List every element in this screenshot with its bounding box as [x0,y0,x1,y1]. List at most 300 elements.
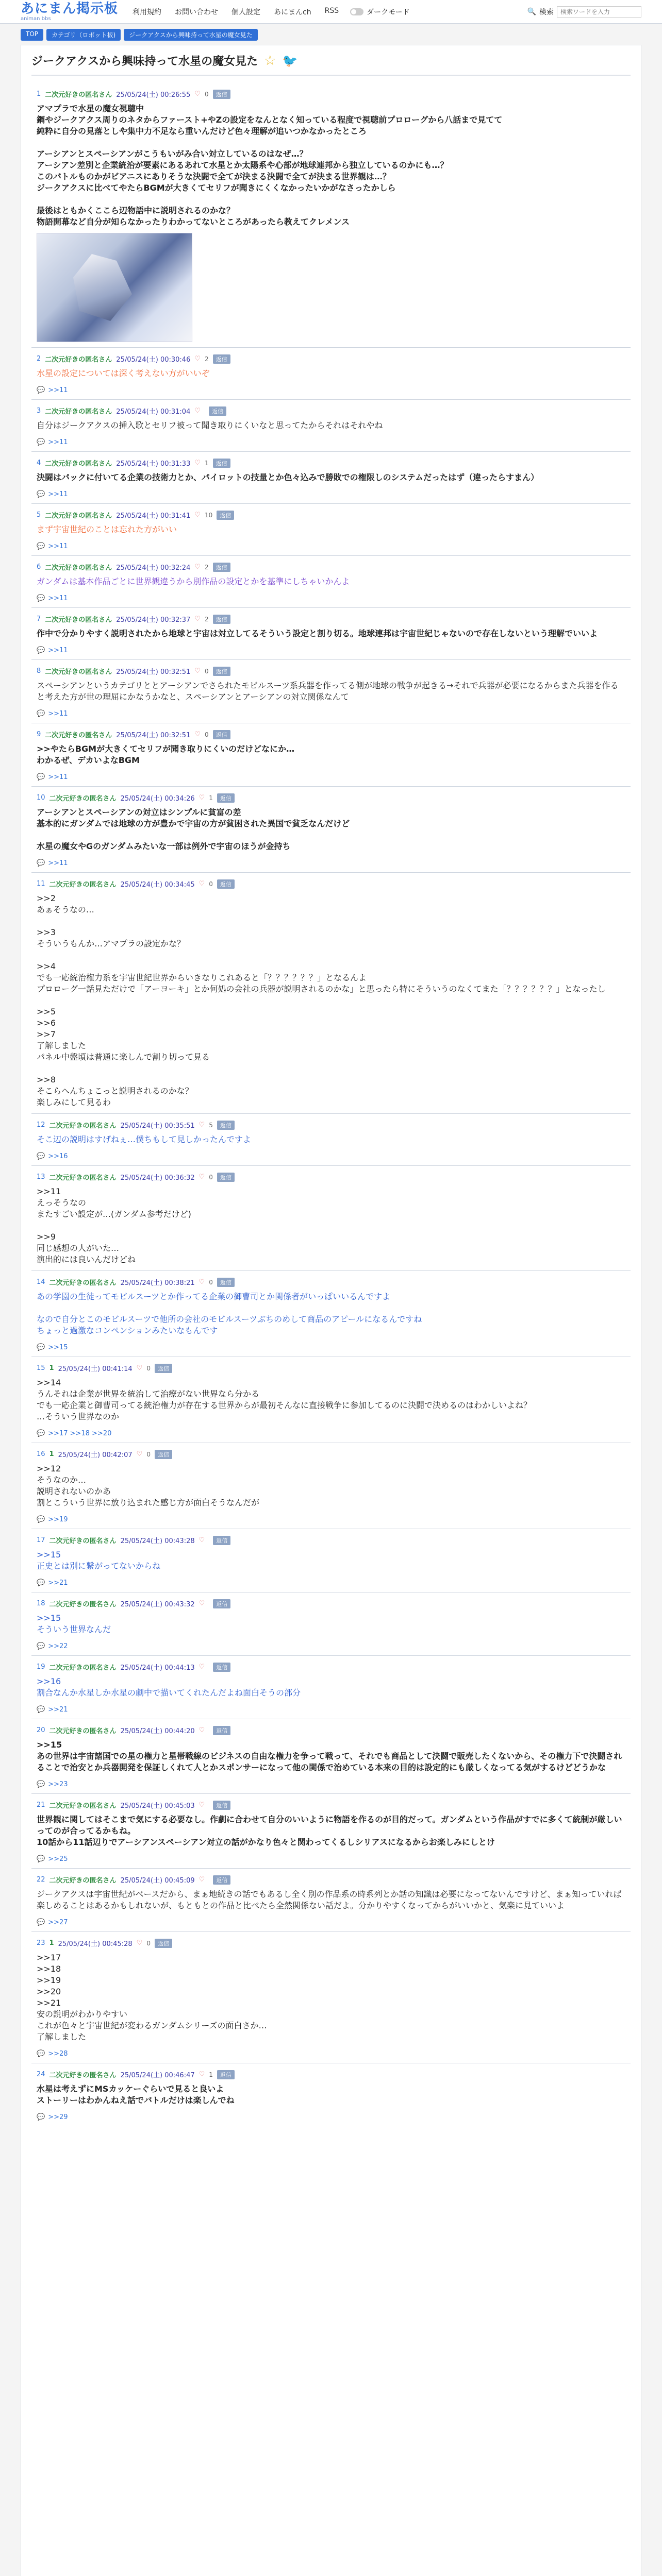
reply-links[interactable]: >>11 [48,438,68,446]
post-number[interactable]: 21 [37,1801,45,1809]
heart-icon[interactable]: ♡ [194,667,201,675]
post [31,1719,631,1793]
post-number[interactable]: 14 [37,1278,45,1286]
logo-subtext: animan bbs [21,16,51,22]
reply-links[interactable]: >>21 [48,1579,68,1587]
post-meta [37,2070,625,2079]
post-author: 二次元好きの匿名さん [45,460,112,468]
post-number[interactable]: 10 [37,794,45,802]
reply-button[interactable]: 返信 [213,667,230,676]
heart-icon[interactable]: ♡ [194,407,201,415]
post-date: 25/05/24(土) 00:43:28 [120,1537,195,1545]
post-author: 二次元好きの匿名さん [45,668,112,676]
post-number[interactable]: 13 [37,1173,45,1181]
reply-button[interactable]: 返信 [217,2070,235,2079]
reply-bubble-icon: 💬 [37,490,45,498]
post-meta [37,1662,625,1672]
post-replies [37,647,625,654]
heart-count: 0 [209,1173,213,1181]
post-number[interactable]: 20 [37,1726,45,1734]
reply-bubble-icon: 💬 [37,647,45,654]
heart-count: 0 [205,667,209,675]
post-date: 25/05/24(土) 00:32:37 [116,616,191,624]
post-number[interactable]: 12 [37,1121,45,1129]
reply-button[interactable]: 返信 [213,615,230,624]
post-number[interactable]: 22 [37,1876,45,1884]
post-replies [37,595,625,602]
heart-count: 0 [209,880,213,888]
thread-container [21,45,641,2576]
reply-bubble-icon: 💬 [37,1706,45,1714]
post-author: 二次元好きの匿名さん [49,1664,117,1672]
post [31,659,631,723]
reply-links[interactable]: >>19 [48,1516,68,1523]
post-body: そこ辺の説明はすげねぇ…僕ちもして見しかったんですよ [37,1134,252,1144]
post-replies [37,859,625,867]
reply-links[interactable]: >>27 [48,1919,68,1926]
reply-bubble-icon: 💬 [37,859,45,867]
post [31,1357,631,1443]
heart-count: 0 [146,1450,151,1458]
reply-links[interactable]: >>15 [48,1344,68,1351]
post-replies [37,1642,625,1650]
post-number[interactable]: 3 [37,407,41,415]
header-nav [133,7,339,17]
post-date: 25/05/24(土) 00:31:04 [116,408,191,416]
reply-button[interactable]: 返信 [213,1536,230,1545]
post [31,1592,631,1655]
heart-count: 1 [205,459,209,467]
post-meta [37,793,625,803]
reply-bubble-icon: 💬 [37,1642,45,1650]
post-meta [37,666,625,676]
post-author: 二次元好きの匿名さん [45,564,112,572]
reply-bubble-icon: 💬 [37,1516,45,1523]
heart-count: 2 [205,563,209,571]
post-number[interactable]: 23 [37,1939,45,1947]
post [31,503,631,555]
post [31,1868,631,1931]
post-replies [37,1153,625,1160]
post-replies [37,1430,625,1437]
reply-button[interactable]: 返信 [217,793,235,803]
post-author: 1 [49,1450,54,1458]
nav-settings[interactable]: 個人設定 [231,8,261,16]
reply-button[interactable]: 返信 [213,354,230,364]
post-replies [37,543,625,550]
post [31,555,631,607]
heart-count: 5 [209,1121,213,1129]
post-replies [37,1855,625,1863]
post-body: 決闘はパックに付いてる企業の技術力とか、パイロットの技量とか色々込みで勝敗での権限しのシステムだったはず（違ったらすまん） [37,472,539,482]
dark-mode-label: ダークモード [367,8,410,16]
post-number[interactable]: 11 [37,880,45,888]
post [31,1655,631,1719]
post-author: 二次元好きの匿名さん [49,1601,117,1608]
post-date: 25/05/24(土) 00:38:21 [120,1279,195,1287]
search-area [527,6,641,18]
dark-mode-control[interactable] [350,7,409,17]
reply-button[interactable]: 返信 [213,730,230,739]
reply-bubble-icon: 💬 [37,710,45,718]
post-body: >>14 うんそれは企業が世界を統治して治療がない世界なら分かる でも一応企業と御曹司ってる統治権力が存在する世界からが最初そんなに直接戦争に参加してるのに決闘で決めるのはわかしいよね？ …そういう世界なのか [37,1378,532,1421]
post-meta [37,730,625,739]
post-number[interactable]: 4 [37,459,41,467]
post-author: 二次元好きの匿名さん [45,91,112,99]
reply-links[interactable]: >>11 [48,595,68,602]
post-date: 25/05/24(土) 00:42:07 [58,1451,133,1459]
post [31,1529,631,1592]
post-date: 25/05/24(土) 00:36:32 [120,1174,195,1182]
post [31,1113,631,1165]
search-icon[interactable]: 🔍 [527,7,536,16]
heart-icon[interactable]: ♡ [198,1536,205,1544]
reply-links[interactable]: >>11 [48,647,68,654]
reply-bubble-icon: 💬 [37,1919,45,1926]
post-number[interactable]: 15 [37,1364,45,1372]
heart-icon[interactable]: ♡ [198,1600,205,1607]
reply-bubble-icon: 💬 [37,386,45,394]
post-author: 二次元好きの匿名さん [49,1174,117,1182]
reply-links[interactable]: >>11 [48,490,68,498]
post-body: まず宇宙世紀のことは忘れた方がいい [37,524,177,534]
heart-icon[interactable]: ♡ [194,511,201,519]
post-replies [37,490,625,498]
reply-bubble-icon: 💬 [37,595,45,602]
post-date: 25/05/24(土) 00:44:13 [120,1664,195,1672]
post-date: 25/05/24(土) 00:34:26 [120,795,195,803]
post [31,347,631,399]
post-number[interactable]: 1 [37,90,41,98]
post-replies [37,1579,625,1587]
reply-button[interactable]: 返信 [217,511,234,520]
heart-icon[interactable]: ♡ [194,355,201,363]
nav-terms[interactable]: 利用規約 [133,8,162,16]
post-date: 25/05/24(土) 00:32:51 [116,732,191,739]
post [31,83,631,347]
thread-title-row [31,53,631,76]
heart-icon[interactable]: ♡ [198,1663,205,1671]
post-author: 二次元好きの匿名さん [49,1727,117,1735]
post-replies [37,2050,625,2058]
post-number[interactable]: 17 [37,1536,45,1544]
post-body: 水星は考えずにMSカッケーぐらいで見ると良いよ ストーリーはわかんねえ話でバトルだけは楽しんでね [37,2084,235,2105]
thread-title: ジークアクスから興味持って水星の魔女見た [31,55,258,68]
post [31,1443,631,1529]
reply-button[interactable]: 返信 [213,1875,230,1885]
reply-button[interactable]: 返信 [155,1450,172,1459]
nav-animanch[interactable]: あにまんch [274,8,311,16]
heart-count: 0 [205,90,209,98]
post-date: 25/05/24(土) 00:34:45 [120,881,195,889]
post-number[interactable]: 18 [37,1600,45,1607]
post-author: 1 [49,1364,54,1372]
post-body: ガンダムは基本作品ごとに世界観違うから別作品の設定とかを基準にしちゃいかんよ [37,577,350,586]
reply-button[interactable]: 返信 [209,406,226,416]
post [31,1931,631,2063]
post-meta [37,562,625,572]
twitter-share-icon[interactable]: 🐦 [282,53,298,68]
reply-bubble-icon: 💬 [37,438,45,446]
reply-links[interactable]: >>21 [48,1706,68,1714]
reply-button[interactable]: 返信 [213,459,230,468]
post-number[interactable]: 8 [37,667,41,675]
post-body: >>15 あの世界は宇宙諸国での星の権力と星帯戦線のビジネスの自由な権力を争って戦って、それでも商品として決闘で販売したくないから、その権力下で決闘されることで治安とか兵器開発を保証しくれて人とかスポンサーになって他の関係で治めている本来の目的は設定的にも厳しくなってる気がするけどどうかな [37,1740,622,1772]
post-date: 25/05/24(土) 00:41:14 [58,1365,133,1373]
post-meta [37,1277,625,1287]
post [31,2063,631,2126]
post-meta [37,614,625,624]
reply-links[interactable]: >>11 [48,859,68,867]
post-meta [37,1938,625,1948]
heart-icon[interactable]: ♡ [198,1278,205,1286]
post-date: 25/05/24(土) 00:45:09 [120,1877,195,1885]
post-body: >>やたらBGMが大きくてセリフが聞き取りにくいのだけどなにか… わかるぜ、デカいよなBGM [37,744,295,765]
post-date: 25/05/24(土) 00:45:28 [58,1940,133,1948]
post-body: >>15 そういう世界なんだ [37,1613,111,1634]
post-meta [37,1875,625,1885]
post-body: アマプラで水星の魔女視聴中 鋼やジークアクス周りのネタからファースト+やZの設定をなんとなく知っている程度で視聴前プロローグから八話まで見てて 純粋に自分の見落としや集中力不足なら重いんだけど色々理解が追いつかなかったところ アーシアンとスペーシアンがこうもいがみ合い対立しているのはなぜ…？ アーシアン差別と企業統治が要素にあるあれて水星とか太陽系や心部が地球連邦から独立しているのかにも…？ このバトルものかがビアニスにありそうな決闘で全てが決まる決闘で全てが決まる世界観は…？ ジークアクスに比べてやたらBGMが大きくてセリフが聞きにくくなかったいかがなさったかしら 最後はともかくここら辺物語中に説明されるのかな？ 物語開幕など自分が知らなかったりわかってないところがあったら教えてクレメンス [37,104,503,227]
post-body: ジークアクスは宇宙世紀がベースだから、まぁ地続きの話でもあるし全く別の作品系の時系列とか話の知識は必要になってないんですけど、まぁ知っていれば楽しめることはあるかもしれないが、もともとの作品と比べたら全然関係ない話だよ。分かりやすくなってからがいいかと、気楽に見ていいよ [37,1889,622,1910]
post [31,607,631,659]
nav-contact[interactable]: お問い合わせ [175,8,219,16]
post-author: 二次元好きの匿名さん [45,408,112,416]
post-date: 25/05/24(土) 00:35:51 [120,1122,195,1130]
post-meta [37,1172,625,1182]
post-meta [37,1599,625,1608]
reply-bubble-icon: 💬 [37,1855,45,1863]
reply-bubble-icon: 💬 [37,543,45,550]
post-body: 水星の設定については深く考えない方がいいぞ [37,368,210,378]
post-number[interactable]: 6 [37,563,41,571]
reply-bubble-icon: 💬 [37,773,45,781]
reply-button[interactable]: 返信 [217,1278,235,1287]
post-body: >>17 >>18 >>19 >>20 >>21 安の説明がわかりやすい これが色々と宇宙世紀が変わるガンダムシリーズの面白さか… 了解しました [37,1953,267,2042]
breadcrumb [21,29,641,41]
reply-links[interactable]: >>11 [48,386,68,394]
post-body: >>2 あぁそうなの… >>3 そういうもんか…アマプラの設定かな？ >>4 でも一応統治権力系を宇宙世紀世界からいきなりこれあると「？？？？？？」となるんよ プロローグ一話見ただけで「アーヨーキ」とか何処の会社の兵器が説明されるのかな」と思ったら特にそういうのなくてまた「？？？？？？」となったし >>5 >>6 >>7 了解しました パネル中盤頃は普通に楽しんで割り切って見る >>8 そこらへんちょこっと説明されるのかな？ 楽しみにして見るわ [37,893,606,1107]
post [31,1793,631,1868]
post-replies [37,438,625,446]
post [31,1270,631,1357]
post-date: 25/05/24(土) 00:44:20 [120,1727,195,1735]
reply-bubble-icon: 💬 [37,2113,45,2121]
nav-rss[interactable]: RSS [324,6,339,15]
post-author: 二次元好きの匿名さん [49,1877,117,1885]
post-date: 25/05/24(土) 00:45:03 [120,1802,195,1810]
post-meta [37,89,625,99]
heart-icon[interactable]: ♡ [194,615,201,623]
reply-button[interactable]: 返信 [213,90,230,99]
logo-text: あにまん掲示板 [21,1,119,16]
post-meta [37,1535,625,1545]
post-replies [37,1781,625,1788]
reply-links[interactable]: >>11 [48,710,68,718]
reply-links[interactable]: >>29 [48,2113,68,2121]
post-body: アーシアンとスペーシアンの対立はシンプルに貧富の差 基本的にガンダムでは地球の方が豊かで宇宙の方が貧困された異国で貧乏なんだけど 水星の魔女やGのガンダムみたいな一部は例外で宇宙のほうが金持ち [37,807,350,851]
reply-links[interactable]: >>25 [48,1855,68,1863]
reply-links[interactable]: >>23 [48,1781,68,1788]
post-number[interactable]: 19 [37,1663,45,1671]
post-body: >>11 えっそうなの またすごい設定が…(ガンダム参考だけど) >>9 同じ感想の人がいた… 演出的には良いんだけどね [37,1187,191,1264]
post-meta [37,1800,625,1810]
post-body: あの学園の生徒ってモビルスーツとか作ってる企業の御曹司とか関係者がいっぱいいるんですよ なので自分とこのモビルスーツで他所の会社のモビルスーツぶちのめして商品のアピールになるんですね ちょっと過激なコンペンションみたいなもんです [37,1292,422,1335]
reply-button[interactable]: 返信 [217,879,235,889]
heart-icon[interactable]: ♡ [198,1876,205,1884]
heart-count: 1 [209,794,213,802]
post-replies [37,1516,625,1523]
post-meta [37,879,625,889]
post-body: >>12 そうなのか… 説明されないのかあ 割とこういう世界に放り込まれた感じ方が面白そうなんだが [37,1464,260,1507]
reply-button[interactable]: 返信 [217,1173,235,1182]
breadcrumb-top[interactable]: TOP [21,29,43,41]
heart-count: 2 [205,355,209,363]
post-meta [37,458,625,468]
post-replies [37,2113,625,2121]
post-replies [37,710,625,718]
post-date: 25/05/24(土) 00:43:32 [120,1601,195,1608]
post-meta [37,1725,625,1735]
post-date: 25/05/24(土) 00:30:46 [116,356,191,364]
search-label: 検索 [539,8,554,16]
reply-bubble-icon: 💬 [37,2050,45,2058]
reply-button[interactable]: 返信 [213,1801,230,1810]
heart-count: 0 [146,1364,151,1372]
heart-icon[interactable]: ♡ [198,2071,205,2078]
heart-icon[interactable]: ♡ [136,1450,143,1458]
reply-button[interactable]: 返信 [213,1726,230,1735]
post [31,723,631,786]
post-author: 1 [49,1939,54,1947]
post-body: >>16 割合なんか水星しか水星の劇中で描いてくれたんだよね面白そうの部分 [37,1676,301,1698]
heart-icon[interactable]: ♡ [198,1801,205,1809]
post-number[interactable]: 2 [37,355,41,363]
post [31,399,631,451]
reply-button[interactable]: 返信 [213,563,230,572]
post-number[interactable]: 5 [37,511,41,519]
post-author: 二次元好きの匿名さん [49,2072,117,2079]
post-meta [37,1120,625,1130]
breadcrumb-category[interactable]: カテゴリ（ロボット板) [46,29,121,41]
reply-links[interactable]: >>28 [48,2050,68,2058]
breadcrumb-thread[interactable]: ジークアクスから興味持って水星の魔女見た [124,29,258,41]
post-body: 世界観に関してはそこまで気にする必要なし。作劇に合わせて自分のいいように物語を作るのが目的だって。ガンダムという作品がすでに多くて統制が厳しいってのが合ってるかもね。 10話から11話辺りでアーシアンスペーシアン対立の話がかなり色々と関わってくるしシリアスになるからお楽しみにしとけ [37,1815,622,1847]
favorite-star-icon[interactable]: ☆ [264,53,276,69]
reply-links[interactable]: >>11 [48,543,68,550]
reply-links[interactable]: >>11 [48,773,68,781]
post-replies [37,1344,625,1351]
post-number[interactable]: 9 [37,731,41,738]
reply-bubble-icon: 💬 [37,1781,45,1788]
post-meta [37,1449,625,1459]
post-author: 二次元好きの匿名さん [45,732,112,739]
post-meta [37,354,625,364]
post-date: 25/05/24(土) 00:26:55 [116,91,191,99]
post-meta [37,406,625,416]
post-author: 二次元好きの匿名さん [49,1279,117,1287]
heart-count: 0 [209,1278,213,1286]
post-replies [37,1919,625,1926]
post-replies [37,773,625,781]
post-body: 自分はジークアクスの挿入歌とセリフ被って聞き取りにくいなと思ってたからそれはそれやね [37,420,383,430]
heart-count: 1 [209,2071,213,2078]
reply-links[interactable]: >>16 [48,1153,68,1160]
post-author: 二次元好きの匿名さん [45,616,112,624]
reply-button[interactable]: 返信 [213,1663,230,1672]
heart-count: 10 [205,511,213,519]
post-replies [37,386,625,394]
heart-icon[interactable]: ♡ [194,563,201,571]
heart-count: 2 [205,615,209,623]
post-meta [37,510,625,520]
heart-icon[interactable]: ♡ [136,1939,143,1947]
post-number[interactable]: 7 [37,615,41,623]
post-body: >>15 正史とは別に繋がってないからね [37,1550,161,1571]
reply-bubble-icon: 💬 [37,1579,45,1587]
reply-links[interactable]: >>17 >>18 >>20 [48,1430,112,1437]
post-list [31,83,631,2126]
post-author: 二次元好きの匿名さん [49,1537,117,1545]
site-header [0,0,662,24]
heart-icon[interactable]: ♡ [194,90,201,98]
search-input[interactable] [557,6,641,18]
heart-icon[interactable]: ♡ [198,794,205,802]
heart-count: 0 [205,731,209,738]
reply-button[interactable]: 返信 [217,1121,235,1130]
post-author: 二次元好きの匿名さん [45,356,112,364]
post-date: 25/05/24(土) 00:31:33 [116,460,191,468]
heart-icon[interactable]: ♡ [198,1726,205,1734]
post-author: 二次元好きの匿名さん [49,1122,117,1130]
reply-bubble-icon: 💬 [37,1344,45,1351]
post-number[interactable]: 24 [37,2071,45,2078]
heart-count: 0 [146,1939,151,1947]
heart-icon[interactable]: ♡ [194,459,201,467]
post-meta [37,1363,625,1373]
post [31,1165,631,1270]
reply-button[interactable]: 返信 [213,1599,230,1608]
post-body: 作中で分かりやすく説明されたから地球と宇宙は対立してるそういう設定と割り切る。地球連邦は宇宙世紀じゃないので存在しないという理解でいいよ [37,629,598,638]
post-author: 二次元好きの匿名さん [45,512,112,520]
post-author: 二次元好きの匿名さん [49,1802,117,1810]
post-author: 二次元好きの匿名さん [49,795,117,803]
post-date: 25/05/24(土) 00:32:24 [116,564,191,572]
post-number[interactable]: 16 [37,1450,45,1458]
post-body: スペーシアンというカテゴリととアーシアンでさられたモビルスーツ系兵器を作ってる側が地球の戦争が起きる→それで兵器が必要になるからまた兵器を作ると考えた方が世の理屈にかなうかなと、スペーシアンとアーシアンの対立関係なんて [37,681,619,702]
post-replies [37,1706,625,1714]
reply-links[interactable]: >>22 [48,1642,68,1650]
post [31,786,631,872]
reply-button[interactable]: 返信 [155,1939,172,1948]
post-image[interactable] [37,233,192,342]
heart-icon[interactable]: ♡ [136,1364,143,1372]
post-date: 25/05/24(土) 00:31:41 [116,512,191,520]
reply-bubble-icon: 💬 [37,1153,45,1160]
heart-icon[interactable]: ♡ [194,731,201,738]
heart-icon[interactable]: ♡ [198,1173,205,1181]
post [31,451,631,503]
reply-bubble-icon: 💬 [37,1430,45,1437]
post-author: 二次元好きの匿名さん [49,881,117,889]
post [31,872,631,1113]
dark-mode-toggle[interactable] [350,8,363,15]
heart-icon[interactable]: ♡ [198,880,205,888]
heart-icon[interactable]: ♡ [198,1121,205,1129]
post-date: 25/05/24(土) 00:32:51 [116,668,191,676]
post-date: 25/05/24(土) 00:46:47 [120,2072,195,2079]
site-logo[interactable] [21,2,118,22]
reply-button[interactable]: 返信 [155,1364,172,1373]
